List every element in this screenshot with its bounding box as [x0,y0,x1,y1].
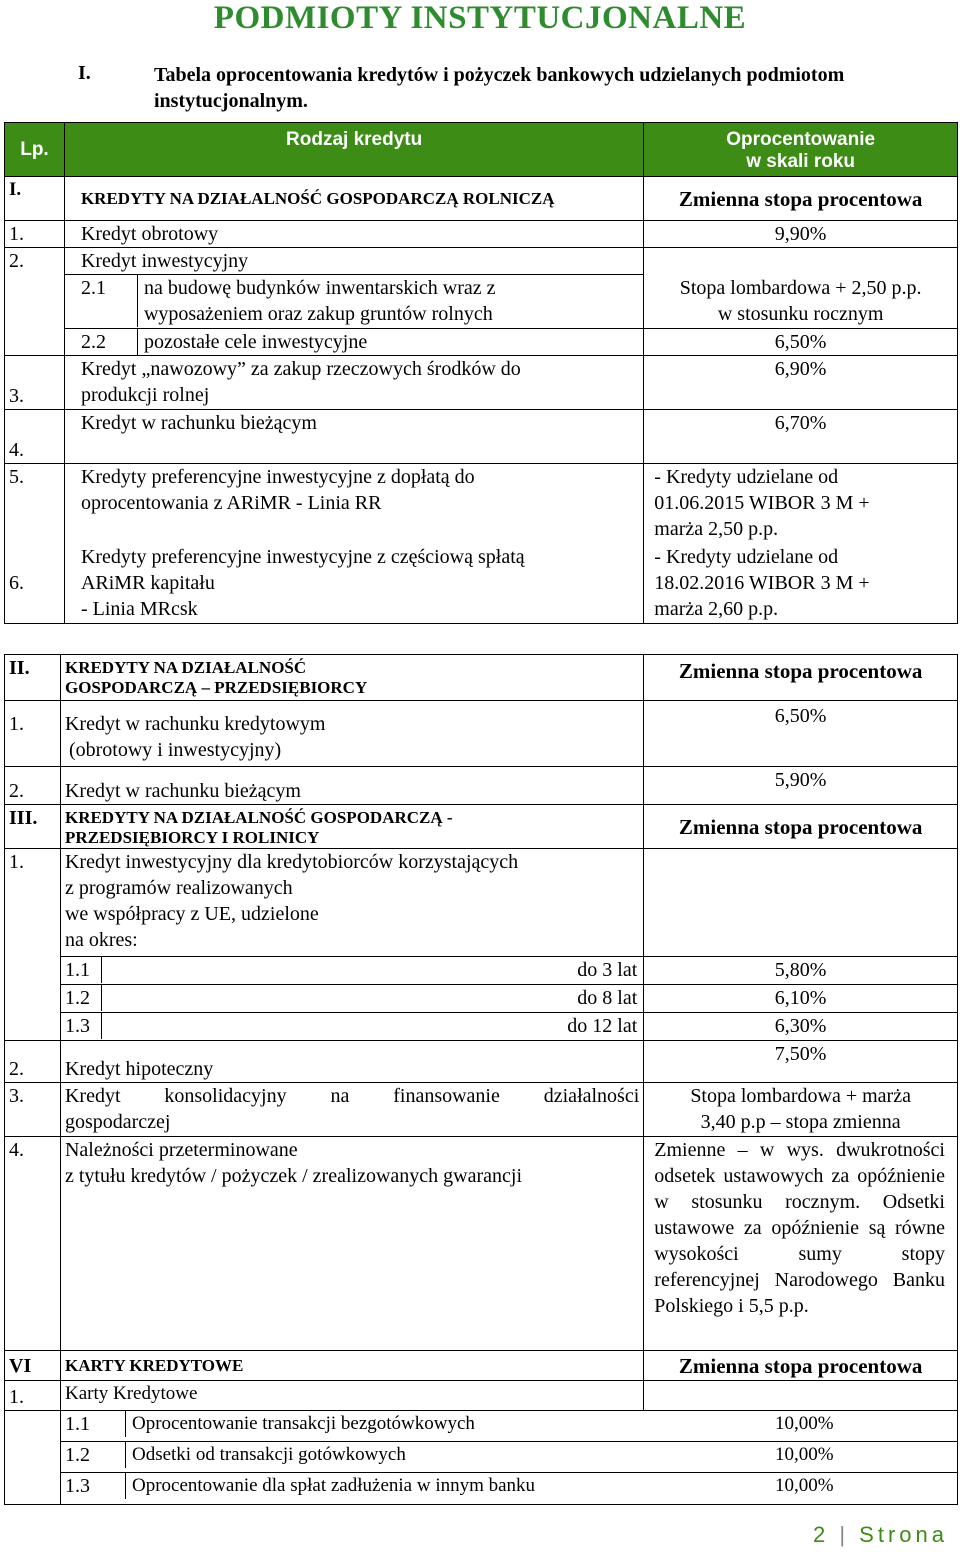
row-number: 4. [5,410,65,464]
row-name [64,544,643,624]
empty-cell [5,275,65,329]
subrow-number: 1.1 [61,957,102,983]
row-rate: 6,30% [644,1013,958,1041]
rate-line1: Stopa lombardowa + 2,50 p.p. [679,276,922,299]
header-rodzaj: Rodzaj kredytu [64,123,643,177]
name-line1: Kredyty preferencyjne inwestycyjne z częściową spłatą [80,545,525,568]
row-number: 4. [5,1137,61,1351]
title-line2: PRZEDSIĘBIORCY I ROLINICY [64,828,320,847]
subrow-name: Odsetki od transakcji gotówkowych [131,1444,406,1465]
rate-line3: marża 2,60 p.p. [654,597,779,620]
subrow [60,985,643,1013]
name-line1: Kredyt inwestycyjny dla kredytobiorców korzystających [64,851,519,873]
row-name: Kredyt obrotowy [64,221,643,248]
header-oproc-line2: w skali roku [746,151,856,172]
row-rate [644,275,958,329]
row-number: 2. [5,248,65,275]
rate-line2: 3,40 p.p – stopa zmienna [700,1111,901,1133]
row-rate: 5,90% [644,767,958,805]
subrow-number: 1.2 [61,1442,126,1468]
subtitle-number: I. [78,62,91,84]
card-subrow [60,1442,957,1473]
section-number: I. [5,177,65,221]
row-rate: 6,50% [644,701,958,767]
row-name [60,701,643,767]
row-number: 2. [5,767,61,805]
row-name: Karty Kredytowe [60,1381,643,1411]
row-number: 3. [5,356,65,410]
title-line1: KREDYTY NA DZIAŁALNOŚĆ GOSPODARCZĄ - [64,808,453,827]
section-rate: Zmienna stopa procentowa [644,177,958,221]
row-rate [644,464,958,544]
section-title [60,805,643,849]
row-name [60,1137,643,1351]
rate-line1: - Kredyty udzielane od [654,466,839,488]
rate-line2: 18.02.2016 WIBOR 3 M + [654,571,870,594]
header-lp: Lp. [5,123,65,177]
name-line1: Kredyt konsolidacyjny na finansowanie działalności [64,1085,640,1107]
name-line2: z programów realizowanych [64,877,293,899]
row-name: Kredyt hipoteczny [60,1041,643,1083]
subrow-number: 1.3 [61,1013,102,1039]
section-rate: Zmienna stopa procentowa [644,805,958,849]
title-line2: GOSPODARCZĄ – PRZEDSIĘBIORCY [64,678,368,697]
row-rate [644,544,958,624]
name-line2: gospodarczej [64,1111,171,1133]
subrow-term: do 12 lat [567,1015,638,1037]
subrow-rate: 10,00% [775,1413,834,1434]
section-number: II. [5,655,61,701]
subrow [64,329,643,356]
section-title: KREDYTY NA DZIAŁALNOŚĆ GOSPODARCZĄ ROLNICZĄ [64,177,643,221]
empty-cell [644,849,958,957]
row-name: Kredyt w rachunku bieżącym [60,767,643,805]
empty-cell [5,985,61,1013]
subrow-number: 2.1 [65,275,138,327]
rates-table-agriculture [4,122,958,624]
subrow-number: 2.2 [65,329,138,355]
row-name: Kredyt w rachunku bieżącym [64,410,643,464]
footer-separator: | [839,1522,850,1547]
empty-cell [644,248,958,275]
title-line1: KREDYTY NA DZIAŁALNOŚĆ [64,658,307,677]
rate-line3: marża 2,50 p.p. [654,518,779,540]
row-name: Kredyt inwestycyjny [64,248,643,275]
header-oproc-line1: Oprocentowanie [726,129,876,150]
row-name [60,1083,643,1137]
subrow-name: Oprocentowanie dla spłat zadłużenia w innym banku [131,1475,536,1496]
page-footer [813,1522,948,1548]
row-rate: 6,10% [644,985,958,1013]
row-name: Kredyt „nawozowy” za zakup rzeczowych środków do produkcji rolnej [64,356,643,410]
header-oprocentowanie [644,123,958,177]
row-number: 5. [5,464,65,544]
row-name [60,849,643,957]
row-number: 1. [5,701,61,767]
name-line2: ARiMR kapitału [80,571,215,594]
name-line3: - Linia MRcsk [80,597,198,620]
subrow-number: 1.2 [61,985,102,1011]
row-rate: Zmienne – w wys. dwukrotności odsetek ustawowych za opóźnienie w stosunku rocznym. Odsetki ustawowe za opóźnienie są równe wysokości sumy stopy referencyjnej Narodowego Banku Polskiego i 5,5 p.p. [644,1137,958,1351]
name-line4: na okres: [64,929,138,951]
subrow-rate: 10,00% [775,1444,834,1465]
section-rate: Zmienna stopa procentowa [644,1351,958,1381]
empty-cell [5,1411,61,1442]
name-line2: (obrotowy i inwestycyjny) [68,739,282,761]
page-number: 2 [812,1522,830,1547]
rate-line2: 01.06.2015 WIBOR 3 M + [654,492,870,514]
subrow-number: 1.3 [61,1473,126,1499]
row-rate: 7,50% [644,1041,958,1083]
subrow-term: do 8 lat [577,987,638,1009]
subrow-term: do 3 lat [577,959,638,981]
rate-line1: Stopa lombardowa + marża [690,1085,911,1107]
row-rate: 6,50% [644,329,958,356]
empty-cell [5,1473,61,1505]
row-rate: 9,90% [644,221,958,248]
subrow-name: Oprocentowanie transakcji bezgotówkowych [131,1413,475,1434]
subrow-rate: 10,00% [775,1475,834,1496]
rates-table-business [4,654,958,1505]
section-title: KARTY KREDYTOWE [60,1351,643,1381]
row-rate: 6,90% [644,356,958,410]
page-title: PODMIOTY INSTYTUCJONALNE [213,0,747,36]
subrow [60,1013,643,1041]
section-number: III. [5,805,61,849]
row-number: 2. [5,1041,61,1083]
row-number: 1. [5,849,61,957]
section-rate: Zmienna stopa procentowa [644,655,958,701]
row-rate: 5,80% [644,957,958,985]
card-subrow [60,1411,957,1442]
empty-cell [5,329,65,356]
subrow [60,957,643,985]
empty-cell [5,1013,61,1041]
name-line2: z tytułu kredytów / pożyczek / zrealizowanych gwarancji [64,1165,522,1187]
subtitle: Tabela oprocentowania kredytów i pożyczek bankowych udzielanych podmiotom instytucjonalnym. [154,64,845,112]
rate-line1: - Kredyty udzielane od [654,545,839,568]
row-name: Kredyty preferencyjne inwestycyjne z dopłatą do oprocentowania z ARiMR - Linia RR [64,464,643,544]
empty-cell [644,1381,958,1411]
empty-cell [5,1442,61,1473]
page-label: Strona [859,1522,948,1547]
row-number: 1. [5,221,65,248]
row-number: 6. [5,544,65,624]
rate-line2: w stosunku rocznym [717,302,884,325]
row-number: 3. [5,1083,61,1137]
section-number: VI [5,1351,61,1381]
subrow-number: 1.1 [61,1411,126,1437]
name-line3: we współpracy z UE, udzielone [64,903,319,925]
subrow [64,275,643,329]
name-line1: Należności przeterminowane [64,1139,298,1161]
subrow-name: pozostałe cele inwestycyjne [143,331,368,353]
empty-cell [5,957,61,985]
row-rate: 6,70% [644,410,958,464]
subrow-name: na budowę budynków inwentarskich wraz z wyposażeniem oraz zakup gruntów rolnych [143,277,496,325]
card-subrow [60,1473,957,1505]
row-rate [644,1083,958,1137]
row-number: 1. [5,1381,61,1411]
name-line1: Kredyt w rachunku kredytowym [64,713,326,735]
section-title [60,655,643,701]
